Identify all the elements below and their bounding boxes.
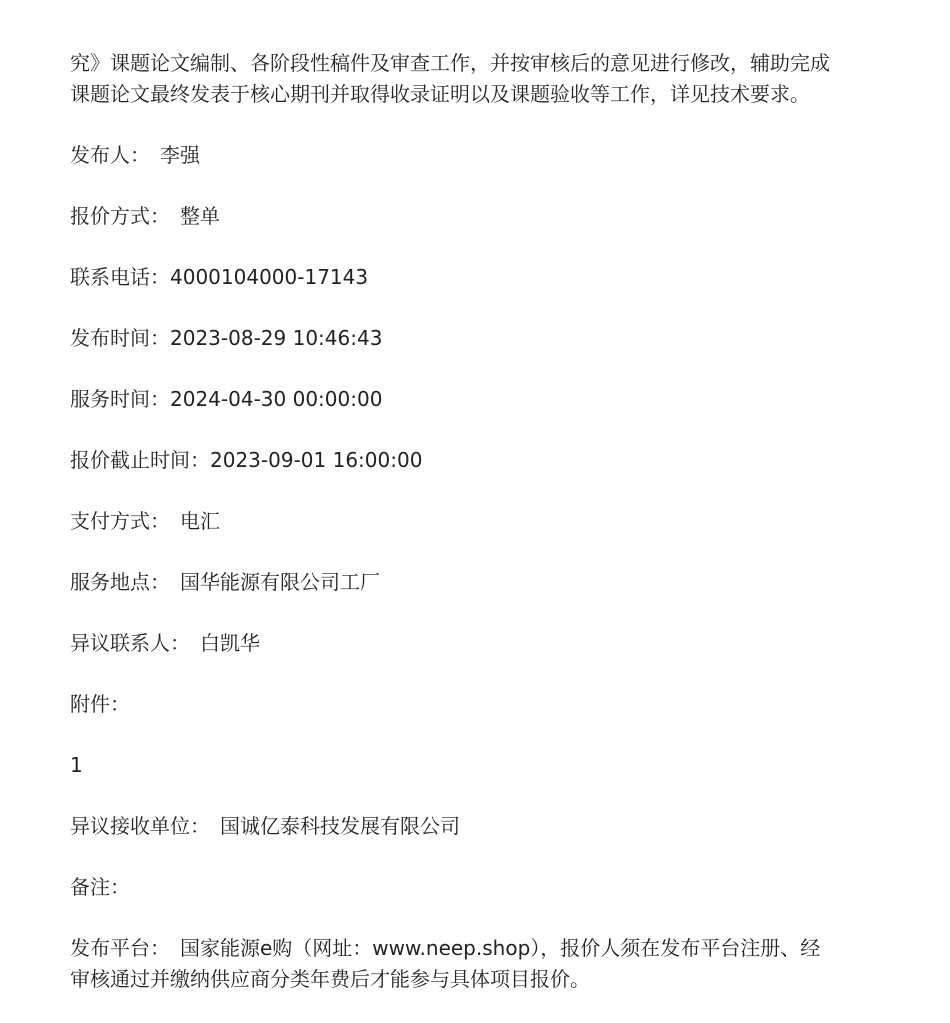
phone-value: 4000104000-17143: [170, 265, 369, 289]
objection-contact-row: [70, 628, 890, 659]
objection-contact-label: 异议联系人：: [70, 631, 190, 655]
payment-label: 支付方式：: [70, 509, 170, 533]
quote-deadline-row: [70, 445, 890, 476]
attachment-row: [70, 689, 890, 720]
objection-contact-value: 白凯华: [200, 631, 260, 655]
objection-unit-label: 异议接收单位：: [70, 814, 210, 838]
service-time-value: 2024-04-30 00:00:00: [170, 387, 383, 411]
payment-value: 电汇: [180, 509, 220, 533]
objection-unit-row: [70, 811, 890, 842]
announcement-body: [70, 48, 890, 995]
platform-label: 发布平台：: [70, 936, 170, 960]
remarks-label: 备注：: [70, 875, 130, 899]
platform-paragraph: [70, 933, 890, 995]
publisher-label: 发布人：: [70, 143, 150, 167]
attachment-label: 附件：: [70, 692, 130, 716]
phone-row: [70, 262, 890, 293]
publish-time-label: 发布时间：: [70, 326, 170, 350]
publisher-row: [70, 140, 890, 171]
service-location-row: [70, 567, 890, 598]
platform-line-1: [70, 933, 890, 964]
quote-deadline-label: 报价截止时间：: [70, 448, 210, 472]
intro-line-2: 课题论文最终发表于核心期刊并取得收录证明以及课题验收等工作，详见技术要求。: [70, 82, 810, 106]
service-location-label: 服务地点：: [70, 570, 170, 594]
publish-time-value: 2023-08-29 10:46:43: [170, 326, 383, 350]
intro-line-1: 究》课题论文编制、各阶段性稿件及审查工作，并按审核后的意见进行修改，辅助完成: [70, 51, 830, 75]
payment-row: [70, 506, 890, 537]
attachment-item[interactable]: [70, 750, 890, 781]
quote-method-label: 报价方式：: [70, 204, 170, 228]
intro-paragraph: [70, 48, 890, 110]
platform-line-2: 审核通过并缴纳供应商分类年费后才能参与具体项目报价。: [70, 967, 590, 991]
publisher-value: 李强: [160, 143, 200, 167]
service-time-row: [70, 384, 890, 415]
objection-unit-value: 国诚亿泰科技发展有限公司: [220, 814, 460, 838]
quote-method-value: 整单: [180, 204, 220, 228]
platform-value: 国家能源e购（网址：www.neep.shop），报价人须在发布平台注册、经: [180, 936, 821, 960]
quote-deadline-value: 2023-09-01 16:00:00: [210, 448, 423, 472]
remarks-row: [70, 872, 890, 903]
quote-method-row: [70, 201, 890, 232]
attachment-value[interactable]: 1: [70, 753, 83, 777]
phone-label: 联系电话：: [70, 265, 170, 289]
service-location-value: 国华能源有限公司工厂: [180, 570, 380, 594]
service-time-label: 服务时间：: [70, 387, 170, 411]
publish-time-row: [70, 323, 890, 354]
